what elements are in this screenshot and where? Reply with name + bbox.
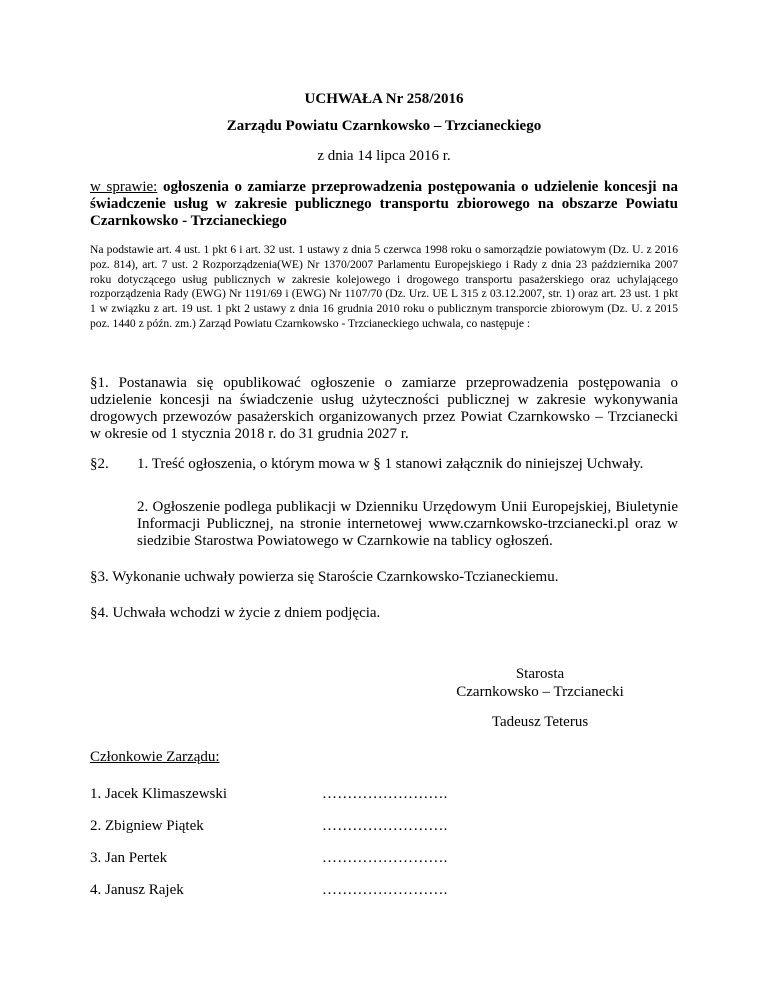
member-signature-line: ……………………. bbox=[322, 882, 448, 898]
paragraph-3: §3. Wykonanie uchwały powierza się Staroście Czarnkowsko-Tczianeckiemu. bbox=[90, 569, 559, 585]
signature-name: Tadeusz Teterus bbox=[491, 714, 589, 730]
resolution-date: z dnia 14 lipca 2016 r. bbox=[317, 148, 451, 164]
resolution-issuer: Zarządu Powiatu Czarnkowsko – Trzcianeckiego bbox=[226, 118, 542, 134]
member-signature-line: ……………………. bbox=[322, 850, 448, 866]
members-heading: Członkowie Zarządu: bbox=[90, 749, 220, 765]
member-row bbox=[90, 817, 678, 835]
member-name: 3. Jan Pertek bbox=[90, 850, 168, 866]
signature-role: Starosta bbox=[515, 666, 565, 682]
member-row bbox=[90, 785, 678, 803]
paragraph-2-item-2: 2. Ogłoszenie podlega publikacji w Dzienniku Urzędowym Unii Europejskiej, Biuletynie Informacji Publicznej, na stronie internetowej www.czarnkowsko-trzcianecki.pl oraz w siedzibie Starostwa Powiatowego w Czarnkowie na tablicy ogłoszeń. bbox=[137, 499, 678, 549]
signature-office: Czarnkowsko – Trzcianecki bbox=[456, 684, 624, 700]
member-name: 4. Janusz Rajek bbox=[90, 882, 184, 898]
paragraph-2-label: §2. bbox=[90, 456, 109, 472]
member-signature-line: ……………………. bbox=[322, 818, 448, 834]
member-name: 1. Jacek Klimaszewski bbox=[90, 786, 228, 802]
paragraph-4: §4. Uchwała wchodzi w życie z dniem podjęcia. bbox=[90, 605, 381, 621]
member-row bbox=[90, 849, 678, 867]
subject-text: ogłoszenia o zamiarze przeprowadzenia postępowania o udzielenie koncesji na świadczenie usług w zakresie publicznego transportu zbiorowego na obszarze Powiatu Czarnkowsko - Trzcianeckiego bbox=[90, 179, 679, 229]
paragraph-2-item-1: 1. Treść ogłoszenia, o którym mowa w § 1 stanowi załącznik do niniejszej Uchwały. bbox=[137, 456, 644, 472]
legal-basis: Na podstawie art. 4 ust. 1 pkt 6 i art. 32 ust. 1 ustawy z dnia 5 czerwca 1998 roku o samorządzie powiatowym (Dz. U. z 2016 poz. 814), art. 7 ust. 2 Rozporządzenia(WE) Nr 1370/2007 Parlamentu Europejskiego i Rady z dnia 23 października 2007 roku dotyczącego usług publicznych w zakresie kolejowego i drogowego transportu pasażerskiego oraz uchylającego rozporządzenia Rady (EWG) Nr 1191/69 i (EWG) Nr 1107/70 (Dz. Urz. UE L 315 z 03.12.2007, str. 1) oraz art. 23 ust. 1 pkt 1 w związku z art. 19 ust. 1 pkt 2 ustawy z dnia 16 grudnia 2010 roku o publicznym transporcie zbiorowym (Dz. U. z 2015 poz. 1440 z późn. zm.) Zarząd Powiatu Czarnkowsko - Trzcianeckiego uchwala, co następuje : bbox=[90, 243, 678, 330]
resolution-subject bbox=[90, 179, 678, 230]
member-signature-line: ……………………. bbox=[322, 786, 448, 802]
paragraph-1: §1. Postanawia się opublikować ogłoszenie o zamiarze przeprowadzenia postępowania o udzielenie koncesji na świadczenie usług użyteczności publicznej w zakresie wykonywania drogowych przewozów pasażerskich organizowanych przez Powiat Czarnkowsko – Trzcianecki w okresie od 1 stycznia 2018 r. do 31 grudnia 2027 r. bbox=[90, 375, 678, 442]
member-row bbox=[90, 881, 678, 899]
member-name: 2. Zbigniew Piątek bbox=[90, 818, 204, 834]
subject-prefix: w sprawie: bbox=[90, 179, 158, 195]
resolution-title: UCHWAŁA Nr 258/2016 bbox=[304, 91, 464, 107]
